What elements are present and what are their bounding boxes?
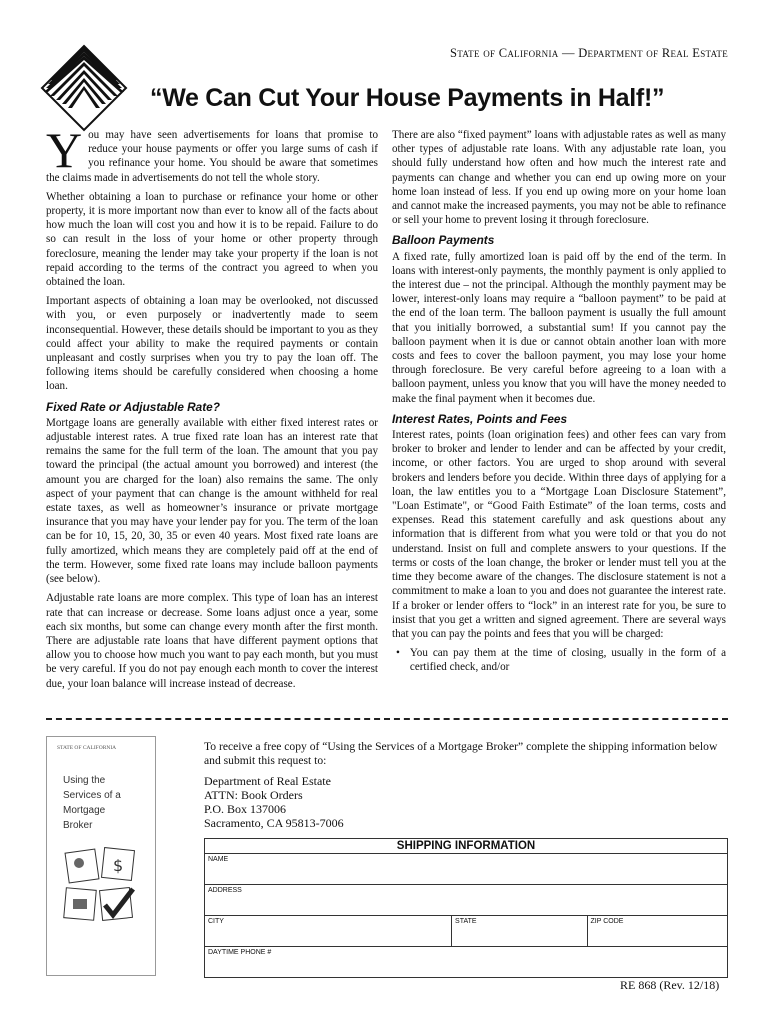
left-column: [46, 122, 378, 696]
booklet-title: Using the Services of a Mortgage Broker: [63, 775, 121, 831]
intro-paragraph: You may have seen advertisements for loans that promise to reduce your house payments or offer you large sums of cash if you refinance your home. You should be aware that sometimes the claims made in advertisements do not tell the whole story.: [46, 122, 378, 184]
svg-text:$: $: [113, 856, 124, 875]
order-instructions: To receive a free copy of “Using the Services of a Mortgage Broker” complete the shipping information below and submit this request to:: [204, 740, 718, 767]
paragraph: Whether obtaining a loan to purchase or refinance your home or other property, it is more important now than ever to know all of the facts about how much the loan will cost you and how it is to be repaid. Failure to do so can result in the loss of your home or other property through foreclosure, meaning the lender may take your property if the loan is not repaid according to the terms of the contract you agreed to when you obtained the loan.: [46, 190, 378, 289]
shipping-form: [204, 838, 728, 978]
list-item: • You can pay them at the time of closing, usually in the form of a certified check, and/or: [396, 647, 726, 674]
booklet-cover-image: [46, 736, 156, 976]
booklet-illustration-icon: [61, 847, 145, 927]
zip-field[interactable]: ZIP CODE: [590, 918, 624, 925]
city-field[interactable]: CITY: [205, 916, 452, 946]
booklet-header: STATE OF CALIFORNIA: [57, 745, 117, 751]
section-heading-balloon: Balloon Payments: [392, 233, 495, 248]
form-number: RE 868 (Rev. 12/18): [620, 978, 720, 992]
phone-field[interactable]: DAYTIME PHONE #: [208, 949, 272, 956]
cut-line: [46, 718, 728, 720]
paragraph: Interest rates, points (loan origination fees) and other fees can vary from broker to broker and lender to lender and can be affected by your credit, income, or other factors. You are urged to shop around with several brokers and lenders before you decide. Within three days of applying for a loan, the law entitles you to a “Mortgage Loan Disclosure Statement”, "Loan Estimate", or “Good Faith Estimate” of the loan terms, costs and expenses. Read this statement carefully and ask questions about any information that is different from what you were told or that you do not understand. Insist on full and complete answers to your questions. If the terms or costs of the loan change, the broker or lender must tell you at the time they become aware of the changes. The disclosure statement is not a commitment to make a loan to you and does not guarantee the interest rate. If a broker or lender offers to “lock” in an interest rate for you, be sure to insist that you get a written and signed agreement. There are several ways that you can pay the points and fees that you will be charged:: [392, 429, 726, 640]
agency-name: State of California — Department of Real Estate: [450, 46, 728, 60]
paragraph: Important aspects of obtaining a loan may be overlooked, not discussed with you, or even purposely or inadvertently made to seem inconsequential. However, these details should be important to you as they could affect your ability to make the required payments or contain unpleasant and costly surprises when you try to pay the loan off. The following items should be carefully considered when choosing a home loan.: [46, 295, 378, 393]
paragraph: Adjustable rate loans are more complex. This type of loan has an interest rate that can increase or decrease. Some loans adjust once a year, some each six months, but some can change every month after the first month. There are adjustable rate loans that have different payment options that allow you to choose how much you want to pay each month, but you must be very careful. If you do not pay enough each month to cover the interest due, your loan balance will increase instead of decrease.: [46, 592, 378, 690]
page-headline: “We Can Cut Your House Payments in Half!”: [150, 84, 665, 112]
shipping-title: SHIPPING INFORMATION: [204, 838, 728, 853]
name-field[interactable]: NAME: [208, 856, 229, 863]
paragraph: Mortgage loans are generally available with either fixed interest rates or adjustable interest rates. A true fixed rate loan has an interest rate that remains the same for the full term of the loan. The amount that you pay toward the principal (the actual amount you borrowed) and interest (the amount you are charged for the loan) also remains the same. The only aspect of your payment that can change is the amount withheld for real estate taxes, as well as homeowner’s insurance or private mortgage insurance that you may have your lender pay for you. The term of the loan can be for 10, 15, 20, 30, 35 or even 40 years. Most fixed rate loans are fully amortized, which means they are completely paid off at the end of the term. However, some fixed rate loans may include balloon payments (see below).: [46, 416, 378, 586]
paragraph: A fixed rate, fully amortized loan is paid off by the end of the term. In loans with interest-only payments, the monthly payment is only applied to the interest due – not the principal. Although the monthly payment may be lower, interest-only loans may require a “balloon payment” to be paid at the end of the loan term. The balloon payment is usually the full amount that you initially borrowed, a substantial sum! If you cannot pay the balloon payment when it is due or cannot obtain another loan with more costs and fees to cover the balloon payment, you may lose your home through foreclosure. Be very careful before agreeing to a loan with a balloon payment, unless you know that you will have the money needed to make the final payment when it becomes due.: [392, 250, 726, 405]
section-heading-fixed-adjustable: Fixed Rate or Adjustable Rate?: [46, 399, 220, 414]
right-column: [392, 128, 726, 675]
state-field[interactable]: STATE: [452, 916, 587, 946]
address-field[interactable]: ADDRESS: [208, 887, 242, 894]
drop-cap: Y: [46, 122, 83, 178]
paragraph: There are also “fixed payment” loans with adjustable rates as well as many other types of adjustable rate loans. With any adjustable rate loan, you should fully understand how often and how much the interest rate and payments can change and whether you can end up owing more on your home loan instead of less. If you end up owing more on your home loan and cannot make the increased payments, you may not be able to refinance or sell your home to prevent losing it through foreclosure.: [392, 129, 726, 227]
section-heading-interest: Interest Rates, Points and Fees: [392, 411, 568, 426]
mailing-address: Department of Real Estate ATTN: Book Orders P.O. Box 137006 Sacramento, CA 95813-7006: [204, 774, 344, 830]
bullet-icon: •: [396, 647, 400, 660]
